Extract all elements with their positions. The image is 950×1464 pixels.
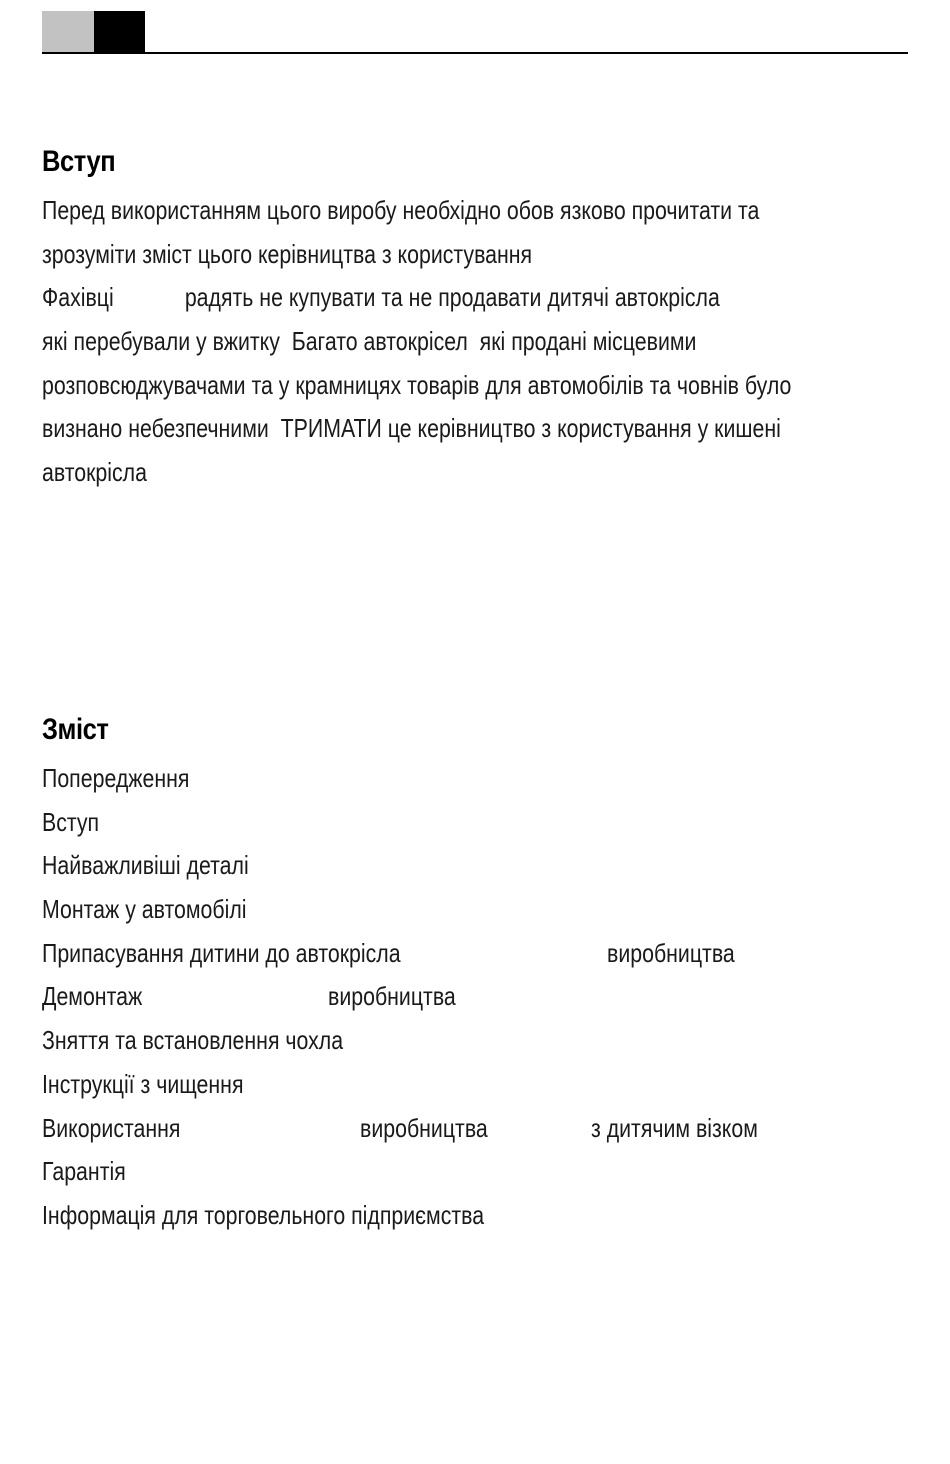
contents-item: [42, 844, 902, 888]
intro-body: [42, 189, 902, 495]
contents-item: [42, 932, 902, 976]
contents-item-label: Використання: [42, 1112, 181, 1143]
contents-item: [42, 757, 902, 801]
intro-line: Фахівці радять не купувати та не продавати дитячі автокрісла: [42, 282, 720, 313]
page-header-bar: [42, 11, 908, 53]
header-grey-block: [42, 11, 94, 52]
intro-line: які перебували у вжитку Багато автокрісел які продані місцевими: [42, 326, 697, 357]
intro-line: зрозуміти зміст цього керівництва з користування: [42, 238, 533, 269]
contents-item: [42, 1107, 902, 1151]
contents-item: [42, 1150, 902, 1194]
contents-item: [42, 888, 902, 932]
contents-list: [42, 757, 902, 1238]
intro-line: Перед використанням цього виробу необхідно обов язково прочитати та: [42, 195, 760, 225]
contents-item: [42, 1194, 902, 1238]
contents-item-label: Монтаж у автомобілі: [42, 894, 247, 925]
contents-item-label: Інструкції з чищення: [42, 1068, 244, 1099]
contents-item-label: Припасування дитини до автокрісла: [42, 937, 401, 968]
header-rule: [42, 52, 908, 54]
contents-item: [42, 975, 902, 1019]
contents-item-label: Вступ: [42, 806, 100, 837]
contents-item-label: Найважливіші деталі: [42, 850, 249, 881]
contents-heading: Зміст: [42, 713, 109, 746]
intro-section: [42, 144, 902, 495]
contents-item: [42, 801, 902, 845]
contents-item-extra: виробництва: [360, 1112, 488, 1143]
contents-item-extra: з дитячим візком: [591, 1112, 758, 1143]
contents-item-label: Зняття та встановлення чохла: [42, 1025, 344, 1056]
contents-item-label: Демонтаж: [42, 981, 143, 1012]
contents-item-label: Гарантія: [42, 1156, 126, 1187]
contents-item-label: Попередження: [42, 763, 190, 793]
header-black-block: [94, 11, 145, 52]
contents-item: [42, 1063, 902, 1107]
intro-line: автокрісла: [42, 457, 147, 488]
contents-item: [42, 1019, 902, 1063]
contents-item-label: Інформація для торговельного підприємства: [42, 1199, 485, 1230]
contents-section: [42, 712, 902, 1238]
contents-item-extra: виробництва: [607, 937, 735, 968]
intro-heading: Вступ: [42, 145, 116, 178]
intro-line: визнано небезпечними ТРИМАТИ це керівництво з користування у кишені: [42, 413, 781, 444]
contents-item-extra: виробництва: [328, 981, 456, 1012]
intro-line: розповсюджувачами та у крамницях товарів для автомобілів та човнів було: [42, 369, 792, 400]
